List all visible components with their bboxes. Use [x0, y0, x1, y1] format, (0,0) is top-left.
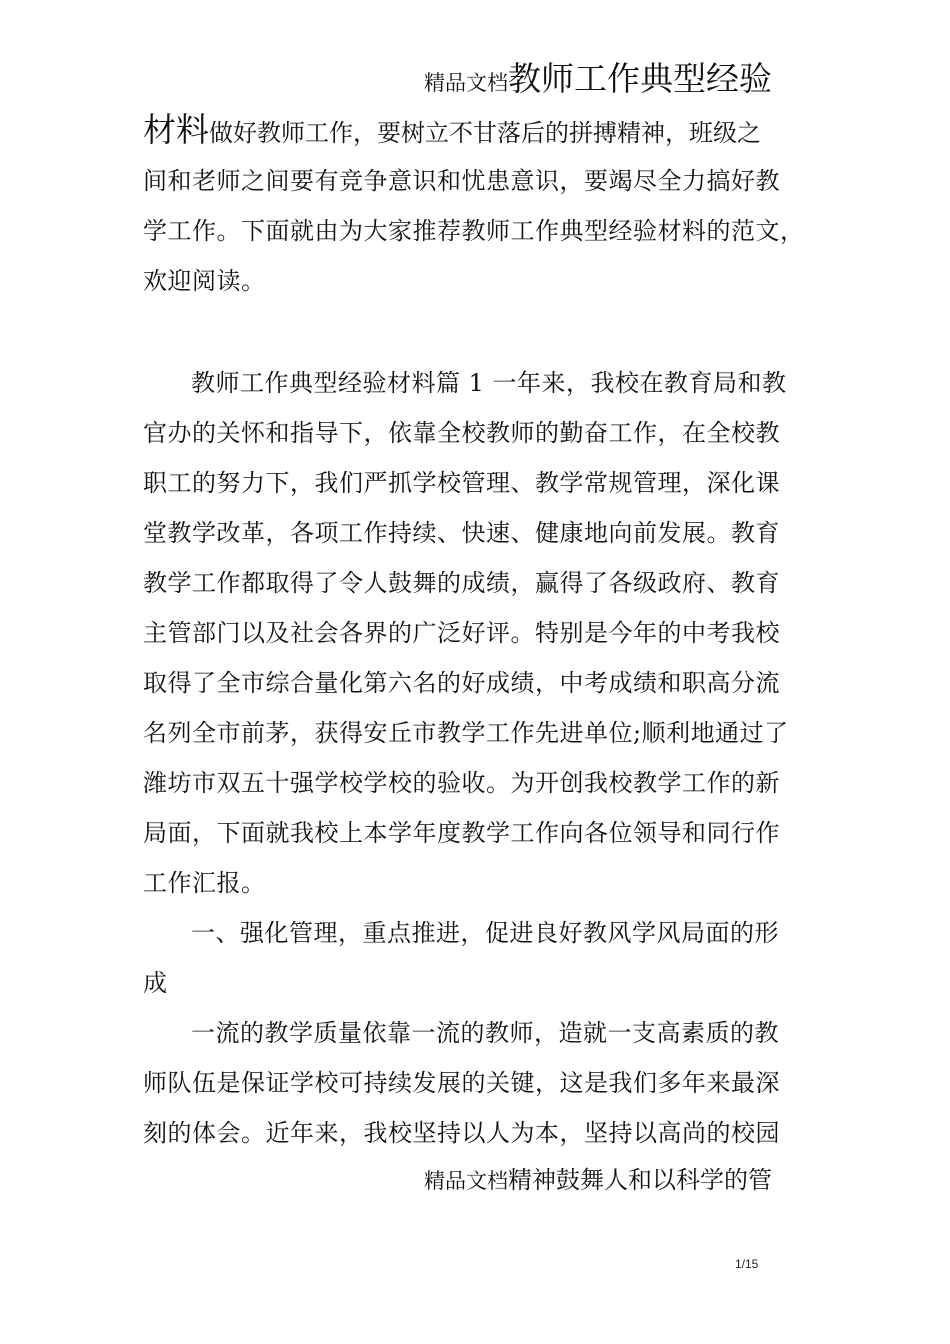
header-label: 精品文档: [424, 71, 508, 95]
section-heading-1: 一、强化管理，重点推进，促进良好教风学风局面的形: [191, 919, 779, 947]
intro-line-3: 学工作。下面就由为大家推荐教师工作典型经验材料的范文，: [143, 217, 805, 245]
footer-line: [424, 1163, 772, 1198]
intro-line-4: 欢迎阅读。: [143, 267, 266, 295]
footer-label: 精品文档: [424, 1169, 508, 1193]
paragraph-1-line: 工作汇报。: [143, 869, 266, 897]
paragraph-1-line: 教学工作都取得了令人鼓舞的成绩，赢得了各级政府、教育: [143, 569, 780, 597]
document-title: 教师工作典型经验: [508, 59, 772, 98]
paragraph-1-line: 潍坊市双五十强学校学校的验收。为开创我校教学工作的新: [143, 769, 780, 797]
header-line: [424, 56, 772, 108]
paragraph-1-line: 主管部门以及社会各界的广泛好评。特别是今年的中考我校: [143, 619, 780, 647]
document-title-continued: 材料: [143, 110, 209, 149]
paragraph-1-line: 堂教学改革，各项工作持续、快速、健康地向前发展。教育: [143, 519, 780, 547]
paragraph-1-line: 职工的努力下，我们严抓学校管理、教学常规管理，深化课: [143, 469, 780, 497]
paragraph-1-line: 局面，下面就我校上本学年度教学工作向各位领导和同行作: [143, 819, 780, 847]
title-continuation-line: [143, 110, 761, 156]
page-number: 1/15: [735, 1257, 759, 1271]
footer-text: 精神鼓舞人和以科学的管: [508, 1166, 772, 1194]
paragraph-1-line: 名列全市前茅，获得安丘市教学工作先进单位;顺利地通过了: [143, 719, 789, 747]
intro-line-1: 做好教师工作，要树立不甘落后的拼搏精神，班级之: [209, 119, 761, 147]
paragraph-2-line: 刻的体会。近年来，我校坚持以人为本，坚持以高尚的校园: [143, 1119, 780, 1147]
section-heading-1-continued: 成: [143, 969, 168, 997]
paragraph-1-line: 教师工作典型经验材料篇 1 一年来，我校在教育局和教: [191, 369, 787, 397]
paragraph-2-line: 一流的教学质量依靠一流的教师，造就一支高素质的教: [191, 1019, 779, 1047]
paragraph-2-line: 师队伍是保证学校可持续发展的关键，这是我们多年来最深: [143, 1069, 780, 1097]
intro-line-2: 间和老师之间要有竞争意识和忧患意识，要竭尽全力搞好教: [143, 167, 780, 195]
paragraph-1-line: 取得了全市综合量化第六名的好成绩，中考成绩和职高分流: [143, 669, 780, 697]
paragraph-1-line: 官办的关怀和指导下，依靠全校教师的勤奋工作，在全校教: [143, 419, 780, 447]
